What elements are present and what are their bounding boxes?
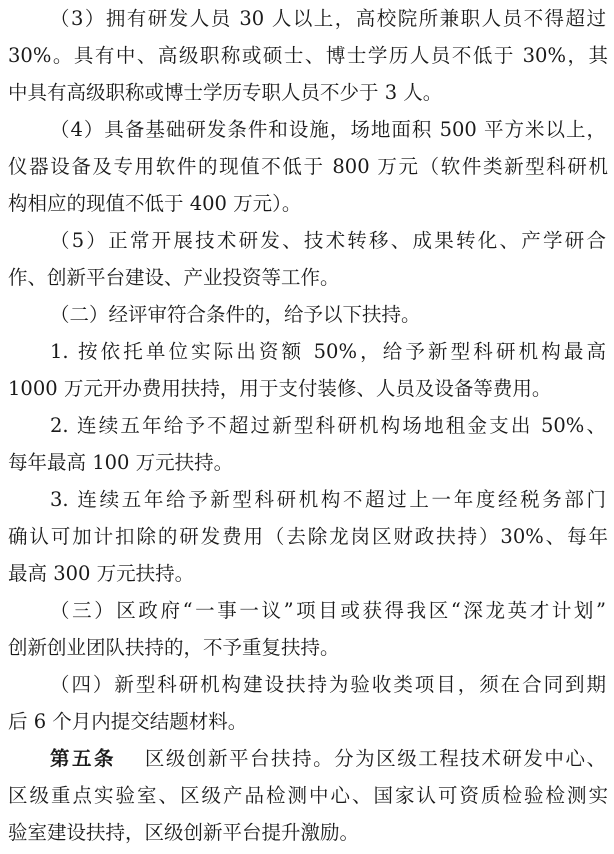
paragraph-line: 最高 300 万元扶持。 (8, 562, 195, 585)
paragraph-line: 确认可加计扣除的研发费用（去除龙岗区财政扶持）30%、每年 (8, 525, 608, 548)
paragraph-line: 区级重点实验室、区级产品检测中心、国家认可资质检验检测实 (8, 784, 608, 807)
paragraph-line: 2. 连续五年给予不超过新型科研机构场地租金支出 50%、 (50, 414, 606, 437)
article-line (50, 744, 606, 774)
paragraph-line: （3）拥有研发人员 30 人以上，高校院所兼职人员不得超过 (50, 7, 606, 30)
article-label: 第五条 (50, 747, 117, 770)
paragraph-line: （二）经评审符合条件的，给予以下扶持。 (50, 303, 421, 326)
article-text: 区级创新平台扶持。分为区级工程技术研发中心、 (144, 747, 606, 770)
paragraph-line: （4）具备基础研发条件和设施，场地面积 500 平方米以上， (50, 118, 606, 141)
paragraph-line: 1. 按依托单位实际出资额 50%，给予新型科研机构最高 (50, 340, 606, 363)
paragraph-line: 仪器设备及专用软件的现值不低于 800 万元（软件类新型科研机 (8, 155, 608, 178)
paragraph-line: 3. 连续五年给予新型科研机构不超过上一年度经税务部门 (50, 488, 606, 511)
paragraph-line: 作、创新平台建设、产业投资等工作。 (8, 266, 340, 289)
paragraph-line: （三）区政府“一事一议”项目或获得我区“深龙英才计划” (50, 599, 606, 622)
paragraph-line: 验室建设扶持，区级创新平台提升激励。 (8, 821, 360, 844)
paragraph-line: 后 6 个月内提交结题材料。 (8, 710, 248, 733)
paragraph-line: 中具有高级职称或博士学历专职人员不少于 3 人。 (8, 81, 443, 104)
paragraph-line: 1000 万元开办费用扶持，用于支付装修、人员及设备等费用。 (8, 377, 552, 400)
paragraph-line: 构相应的现值不低于 400 万元）。 (8, 192, 302, 215)
paragraph-line: （四）新型科研机构建设扶持为验收类项目，须在合同到期 (50, 673, 606, 696)
paragraph-line: 30%。具有中、高级职称或硕士、博士学历人员不低于 30%，其 (8, 44, 608, 67)
paragraph-line: （5）正常开展技术研发、技术转移、成果转化、产学研合 (50, 229, 606, 252)
paragraph-line: 每年最高 100 万元扶持。 (8, 451, 234, 474)
paragraph-line: 创新创业团队扶持的，不予重复扶持。 (8, 636, 340, 659)
